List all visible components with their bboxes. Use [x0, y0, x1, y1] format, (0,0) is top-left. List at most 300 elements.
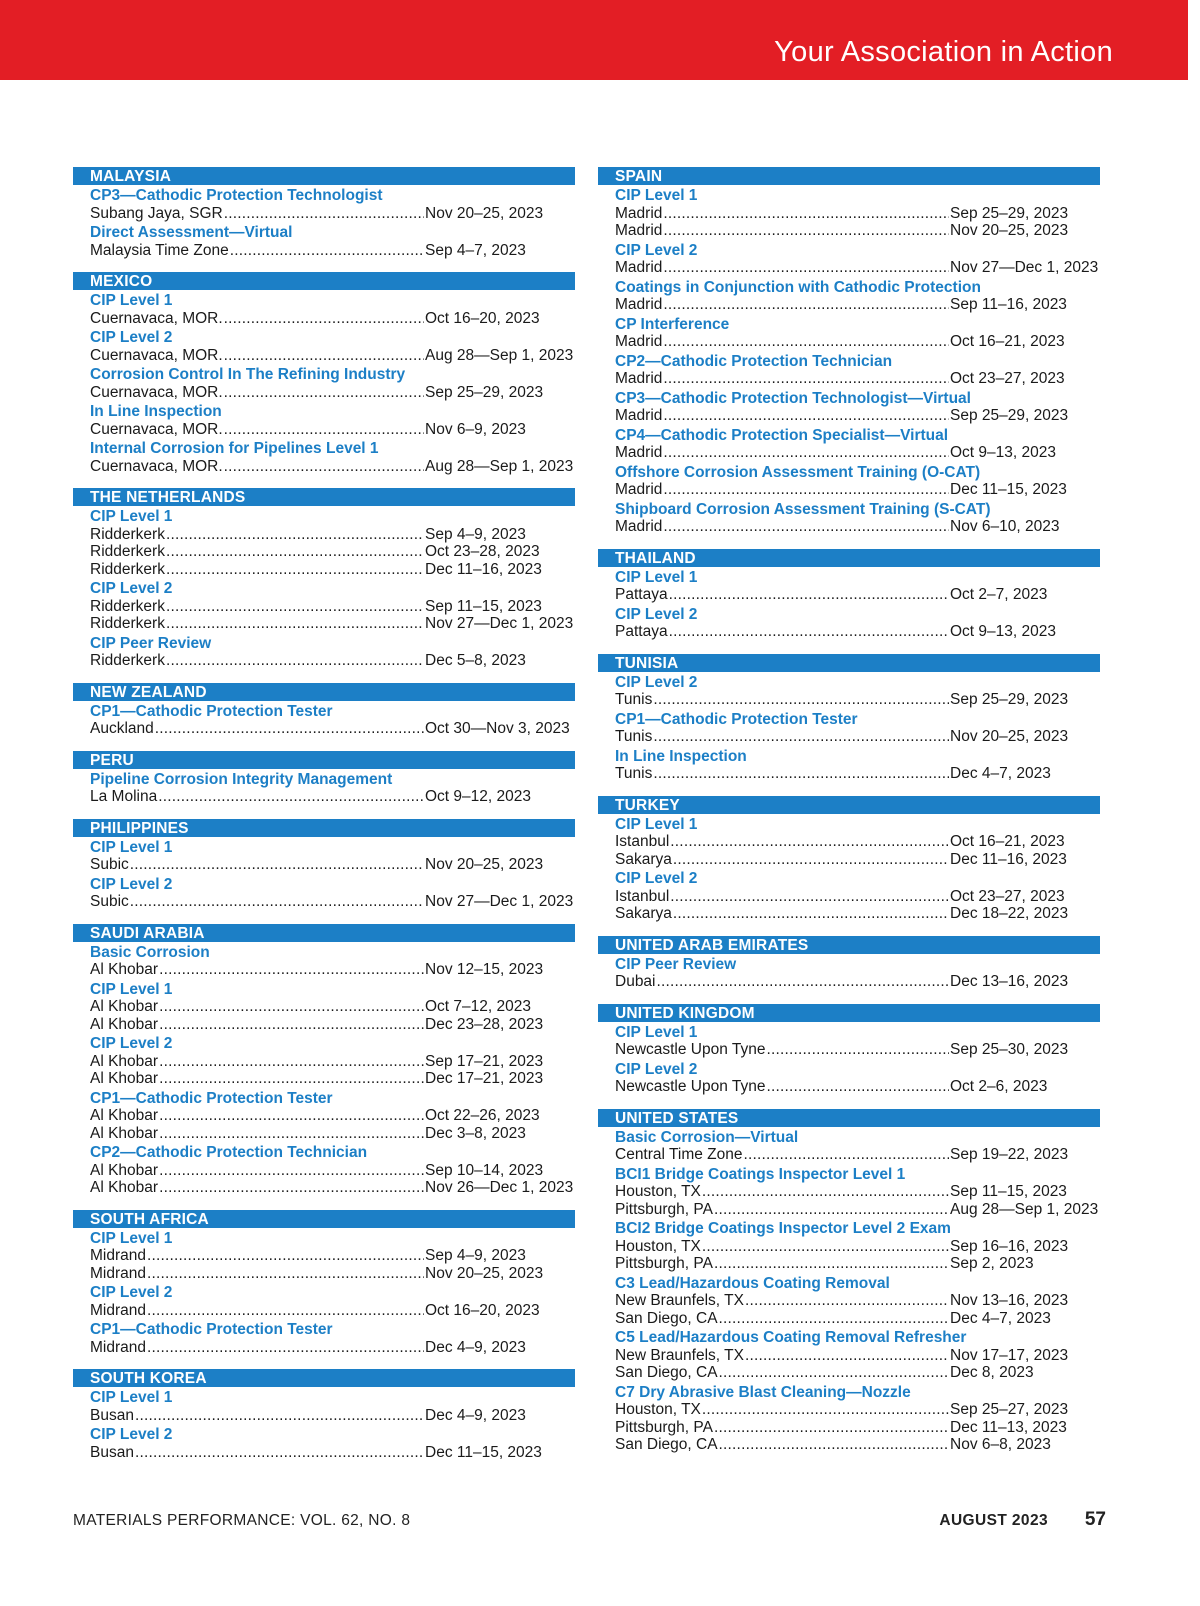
session-location: Cuernavaca, MOR. — [90, 309, 223, 327]
session-date: Dec 8, 2023 — [950, 1364, 1034, 1381]
session-row — [598, 518, 1100, 536]
course-title: CIP Level 1 — [90, 1229, 173, 1247]
session-row — [598, 691, 1100, 709]
session-location: Busan — [90, 1443, 134, 1461]
session-row — [73, 310, 575, 328]
session-date: Oct 16–21, 2023 — [950, 333, 1065, 350]
session-location: Al Khobar — [90, 1015, 159, 1033]
dot-leader — [159, 1179, 424, 1197]
session-row — [598, 407, 1100, 425]
session-row — [73, 720, 575, 738]
session-row — [598, 586, 1100, 604]
session-row — [73, 893, 575, 911]
session-date: Dec 11–16, 2023 — [425, 560, 542, 578]
session-date: Dec 4–9, 2023 — [425, 1406, 526, 1424]
country-heading: PERU — [73, 751, 575, 769]
session-location: Ridderkerk — [90, 615, 165, 632]
course-title: CIP Level 1 — [615, 187, 698, 204]
dot-leader — [159, 998, 424, 1016]
session-row — [73, 788, 575, 806]
country-section — [73, 819, 575, 911]
session-date: Nov 20–25, 2023 — [425, 204, 544, 222]
session-location: Pattaya — [615, 586, 668, 603]
course-title: BCI2 Bridge Coatings Inspector Level 2 Exam — [615, 1220, 951, 1237]
session-location: Al Khobar — [90, 998, 159, 1015]
session-date: Nov 20–25, 2023 — [425, 856, 544, 873]
session-location: Sakarya — [615, 850, 672, 868]
session-location: Ridderkerk — [90, 597, 165, 615]
session-date: Oct 23–28, 2023 — [425, 543, 540, 560]
session-location: Newcastle Upon Tyne — [615, 1041, 766, 1058]
session-location: Istanbul — [615, 833, 670, 850]
session-row — [598, 1183, 1100, 1201]
session-date: Dec 11–15, 2023 — [425, 1443, 542, 1461]
session-location: Newcastle Upon Tyne — [615, 1078, 766, 1095]
session-row — [73, 458, 575, 476]
session-date: Dec 11–16, 2023 — [950, 850, 1067, 868]
session-date: Oct 23–27, 2023 — [950, 887, 1065, 905]
dot-leader — [767, 1041, 950, 1059]
country-section — [598, 654, 1100, 783]
dot-leader — [166, 561, 424, 579]
session-location: San Diego, CA — [615, 1309, 718, 1327]
dot-leader — [663, 444, 949, 462]
session-location: Subic — [90, 856, 129, 873]
session-row — [598, 1201, 1100, 1219]
session-row — [598, 1292, 1100, 1310]
dot-leader — [159, 1070, 424, 1088]
dot-leader — [663, 222, 949, 240]
dot-leader — [230, 242, 424, 260]
dot-leader — [663, 296, 949, 314]
session-date: Aug 28—Sep 1, 2023 — [425, 346, 574, 364]
country-heading: UNITED KINGDOM — [598, 1004, 1100, 1022]
session-date: Sep 25–29, 2023 — [950, 407, 1069, 424]
dot-leader — [719, 1436, 949, 1454]
session-location: Subang Jaya, SGR — [90, 204, 223, 222]
course-title: CP2—Cathodic Protection Technician — [615, 352, 893, 370]
session-location: Midrand — [90, 1338, 146, 1356]
session-location: Madrid — [615, 296, 663, 313]
course-title: CIP Level 2 — [615, 1060, 698, 1078]
country-heading: TUNISIA — [598, 654, 1100, 672]
dot-leader — [224, 458, 424, 476]
course-title: In Line Inspection — [615, 747, 747, 765]
session-row — [598, 728, 1100, 746]
session-date: Nov 20–25, 2023 — [950, 728, 1069, 745]
session-row — [598, 1041, 1100, 1059]
session-date: Dec 4–7, 2023 — [950, 765, 1051, 782]
course-title: CP3—Cathodic Protection Technologist—Virtual — [615, 389, 971, 407]
session-date: Sep 25–27, 2023 — [950, 1401, 1069, 1418]
session-row — [598, 259, 1100, 277]
country-section — [73, 488, 575, 670]
session-location: Ridderkerk — [90, 652, 165, 669]
course-title: CP Interference — [615, 315, 730, 333]
session-row — [73, 998, 575, 1016]
dot-leader — [653, 765, 949, 783]
session-location: Houston, TX — [615, 1237, 701, 1255]
session-row — [73, 615, 575, 633]
course-title: Shipboard Corrosion Assessment Training (S-CAT) — [615, 500, 991, 518]
dot-leader — [166, 598, 424, 616]
issue-month: AUGUST 2023 — [939, 1512, 1048, 1529]
dot-leader — [663, 481, 949, 499]
dot-leader — [767, 1078, 950, 1096]
course-title: CIP Level 2 — [90, 875, 173, 893]
country-heading: SPAIN — [598, 167, 1100, 185]
session-location: La Molina — [90, 788, 158, 805]
session-date: Nov 6–10, 2023 — [950, 518, 1060, 535]
session-date: Nov 20–25, 2023 — [950, 222, 1069, 239]
session-date: Aug 28—Sep 1, 2023 — [950, 1200, 1099, 1218]
country-section — [598, 796, 1100, 923]
session-row — [73, 1179, 575, 1197]
dot-leader — [719, 1364, 949, 1382]
dot-leader — [663, 205, 949, 223]
session-location: Tunis — [615, 728, 653, 745]
session-location: Sakarya — [615, 905, 672, 922]
course-title: CIP Peer Review — [615, 955, 737, 973]
course-title: CIP Level 1 — [615, 1023, 698, 1041]
session-row — [73, 347, 575, 365]
dot-leader — [714, 1201, 949, 1219]
session-location: Al Khobar — [90, 1070, 159, 1087]
session-date: Sep 4–7, 2023 — [425, 241, 526, 259]
session-row — [73, 1107, 575, 1125]
session-row — [73, 384, 575, 402]
session-location: Subic — [90, 893, 129, 910]
dot-leader — [147, 1339, 424, 1357]
session-date: Sep 11–15, 2023 — [425, 597, 542, 615]
course-title: Direct Assessment—Virtual — [90, 224, 293, 241]
session-date: Oct 2–6, 2023 — [950, 1078, 1048, 1095]
course-title: CP4—Cathodic Protection Specialist—Virtual — [615, 426, 949, 444]
session-date: Sep 25–29, 2023 — [950, 204, 1069, 222]
session-row — [598, 205, 1100, 223]
country-heading: PHILIPPINES — [73, 819, 575, 837]
session-date: Dec 5–8, 2023 — [425, 652, 526, 669]
session-date: Sep 17–21, 2023 — [425, 1052, 544, 1070]
session-row — [598, 1419, 1100, 1437]
session-date: Dec 23–28, 2023 — [425, 1015, 544, 1033]
session-location: Madrid — [615, 259, 663, 276]
dot-leader — [702, 1183, 949, 1201]
country-section — [73, 683, 575, 738]
dot-leader — [669, 586, 949, 604]
course-title: CIP Peer Review — [90, 634, 212, 652]
session-row — [598, 444, 1100, 462]
session-location: Madrid — [615, 444, 663, 461]
country-section — [598, 167, 1100, 536]
session-row — [73, 1125, 575, 1143]
country-heading: THAILAND — [598, 549, 1100, 567]
course-title: CIP Level 1 — [90, 838, 173, 856]
session-date: Dec 11–15, 2023 — [950, 481, 1067, 498]
publication-info: MATERIALS PERFORMANCE: VOL. 62, NO. 8 — [73, 1512, 411, 1529]
session-date: Nov 27—Dec 1, 2023 — [950, 259, 1099, 276]
session-location: Auckland — [90, 720, 154, 737]
session-date: Oct 9–13, 2023 — [950, 623, 1056, 640]
session-location: Madrid — [615, 407, 663, 424]
session-row — [73, 652, 575, 670]
dot-leader — [159, 1053, 424, 1071]
session-location: San Diego, CA — [615, 1436, 718, 1453]
course-title: CIP Level 1 — [90, 508, 173, 525]
session-row — [73, 421, 575, 439]
dot-leader — [166, 526, 424, 544]
session-location: Cuernavaca, MOR. — [90, 420, 223, 438]
country-heading: MEXICO — [73, 272, 575, 290]
session-location: Al Khobar — [90, 1107, 159, 1124]
country-section — [73, 751, 575, 806]
session-date: Sep 10–14, 2023 — [425, 1161, 544, 1179]
session-location: Midrand — [90, 1301, 146, 1319]
right-column — [598, 167, 1100, 1467]
dot-leader — [166, 652, 424, 670]
dot-leader — [224, 205, 424, 223]
course-title: CIP Level 1 — [615, 815, 698, 833]
course-title: C3 Lead/Hazardous Coating Removal — [615, 1274, 890, 1292]
session-date: Sep 19–22, 2023 — [950, 1146, 1069, 1163]
dot-leader — [159, 1125, 424, 1143]
dot-leader — [744, 1146, 950, 1164]
dot-leader — [224, 310, 424, 328]
session-location: Al Khobar — [90, 1179, 159, 1196]
session-row — [73, 561, 575, 579]
dot-leader — [657, 973, 950, 991]
session-row — [598, 222, 1100, 240]
country-section — [73, 1210, 575, 1357]
session-date: Nov 27—Dec 1, 2023 — [425, 893, 574, 910]
session-date: Oct 16–20, 2023 — [425, 1301, 540, 1319]
country-heading: NEW ZEALAND — [73, 683, 575, 701]
session-date: Dec 3–8, 2023 — [425, 1124, 526, 1142]
dot-leader — [714, 1255, 949, 1273]
session-row — [73, 526, 575, 544]
session-location: Madrid — [615, 204, 663, 222]
course-title: CIP Level 1 — [90, 1389, 173, 1406]
course-title: CIP Level 1 — [90, 292, 173, 309]
country-section — [598, 1109, 1100, 1454]
session-date: Dec 4–7, 2023 — [950, 1309, 1051, 1327]
session-row — [73, 543, 575, 561]
session-date: Dec 13–16, 2023 — [950, 973, 1069, 990]
session-row — [73, 1265, 575, 1283]
course-title: CIP Level 2 — [615, 870, 698, 887]
session-date: Sep 25–29, 2023 — [425, 383, 544, 401]
country-heading: THE NETHERLANDS — [73, 488, 575, 506]
session-date: Oct 16–21, 2023 — [950, 833, 1065, 850]
course-title: CIP Level 2 — [90, 1284, 173, 1301]
session-date: Dec 4–9, 2023 — [425, 1338, 526, 1356]
session-location: Madrid — [615, 518, 663, 535]
session-row — [598, 1436, 1100, 1454]
course-title: CIP Level 2 — [615, 241, 698, 259]
session-location: Al Khobar — [90, 1124, 159, 1142]
dot-leader — [147, 1302, 424, 1320]
course-title: CIP Level 2 — [615, 605, 698, 623]
session-location: Cuernavaca, MOR. — [90, 383, 223, 401]
session-row — [598, 481, 1100, 499]
session-row — [598, 833, 1100, 851]
session-row — [598, 765, 1100, 783]
session-location: Midrand — [90, 1264, 146, 1282]
session-row — [598, 1255, 1100, 1273]
session-location: Al Khobar — [90, 1052, 159, 1070]
dot-leader — [673, 905, 949, 923]
dot-leader — [130, 893, 424, 911]
session-row — [73, 1070, 575, 1088]
session-location: Istanbul — [615, 887, 670, 905]
session-location: Busan — [90, 1406, 134, 1424]
dot-leader — [669, 623, 949, 641]
country-section — [73, 272, 575, 475]
country-section — [598, 1004, 1100, 1096]
session-location: Tunis — [615, 765, 653, 782]
dot-leader — [159, 1016, 424, 1034]
course-title: Coatings in Conjunction with Cathodic Protection — [615, 278, 981, 296]
session-row — [73, 205, 575, 223]
dot-leader — [673, 851, 949, 869]
dot-leader — [702, 1401, 949, 1419]
session-row — [598, 973, 1100, 991]
course-title: Corrosion Control In The Refining Industry — [90, 366, 406, 383]
dot-leader — [714, 1419, 949, 1437]
session-date: Nov 6–9, 2023 — [425, 420, 526, 438]
course-title: CIP Level 2 — [90, 329, 173, 346]
session-location: Al Khobar — [90, 1161, 159, 1179]
country-section — [598, 936, 1100, 991]
course-title: Basic Corrosion—Virtual — [615, 1128, 799, 1146]
session-date: Oct 23–27, 2023 — [950, 370, 1065, 387]
session-row — [598, 1078, 1100, 1096]
session-row — [598, 905, 1100, 923]
session-date: Oct 2–7, 2023 — [950, 586, 1048, 603]
session-location: Ridderkerk — [90, 525, 165, 543]
dot-leader — [745, 1347, 949, 1365]
session-location: Ridderkerk — [90, 560, 165, 578]
course-title: CP2—Cathodic Protection Technician — [90, 1144, 368, 1161]
dot-leader — [159, 1107, 424, 1125]
session-location: Al Khobar — [90, 961, 159, 978]
course-title: CIP Level 2 — [615, 673, 698, 691]
dot-leader — [719, 1310, 949, 1328]
country-heading: UNITED STATES — [598, 1109, 1100, 1127]
session-date: Sep 25–29, 2023 — [950, 691, 1069, 708]
session-date: Oct 9–12, 2023 — [425, 788, 531, 805]
dot-leader — [670, 833, 949, 851]
session-date: Dec 17–21, 2023 — [425, 1070, 544, 1087]
session-location: Tunis — [615, 691, 653, 708]
session-row — [73, 1302, 575, 1320]
country-heading: TURKEY — [598, 796, 1100, 814]
session-location: Houston, TX — [615, 1401, 701, 1418]
country-heading: SOUTH AFRICA — [73, 1210, 575, 1228]
dot-leader — [653, 728, 949, 746]
session-date: Nov 13–16, 2023 — [950, 1292, 1069, 1309]
session-date: Dec 11–13, 2023 — [950, 1418, 1067, 1436]
session-row — [598, 1238, 1100, 1256]
course-title: BCI1 Bridge Coatings Inspector Level 1 — [615, 1165, 906, 1183]
country-heading: SAUDI ARABIA — [73, 924, 575, 942]
country-heading: MALAYSIA — [73, 167, 575, 185]
dot-leader — [663, 259, 949, 277]
dot-leader — [224, 384, 424, 402]
session-location: Pittsburgh, PA — [615, 1418, 713, 1436]
session-row — [598, 1146, 1100, 1164]
dot-leader — [670, 888, 949, 906]
session-date: Sep 16–16, 2023 — [950, 1237, 1069, 1255]
session-row — [73, 1016, 575, 1034]
session-date: Sep 4–9, 2023 — [425, 525, 526, 543]
session-date: Nov 26—Dec 1, 2023 — [425, 1179, 574, 1196]
course-title: Pipeline Corrosion Integrity Management — [90, 770, 393, 788]
session-row — [598, 1310, 1100, 1328]
session-row — [73, 242, 575, 260]
session-location: Cuernavaca, MOR. — [90, 457, 223, 475]
course-title: CIP Level 2 — [90, 580, 173, 597]
page-footer — [73, 1509, 1106, 1533]
session-row — [598, 296, 1100, 314]
session-date: Oct 16–20, 2023 — [425, 309, 540, 327]
session-row — [73, 856, 575, 874]
session-row — [73, 1339, 575, 1357]
dot-leader — [155, 720, 424, 738]
course-title: Basic Corrosion — [90, 943, 210, 961]
course-title: CIP Level 1 — [90, 980, 173, 998]
session-row — [73, 1444, 575, 1462]
session-location: Madrid — [615, 370, 663, 387]
session-location: Madrid — [615, 333, 663, 350]
session-date: Oct 30—Nov 3, 2023 — [425, 720, 570, 737]
session-date: Nov 20–25, 2023 — [425, 1264, 544, 1282]
dot-leader — [147, 1265, 424, 1283]
header-title: Your Association in Action — [774, 36, 1113, 68]
header-banner — [0, 0, 1188, 80]
page-number: 57 — [1084, 1509, 1106, 1530]
session-location: Dubai — [615, 973, 656, 990]
session-date: Oct 9–13, 2023 — [950, 444, 1056, 461]
session-row — [73, 961, 575, 979]
country-heading: SOUTH KOREA — [73, 1369, 575, 1387]
session-row — [73, 1407, 575, 1425]
session-row — [73, 598, 575, 616]
country-section — [73, 167, 575, 259]
session-row — [73, 1247, 575, 1265]
session-location: Madrid — [615, 222, 663, 239]
session-date: Sep 25–30, 2023 — [950, 1041, 1069, 1058]
session-row — [598, 623, 1100, 641]
header-edge — [1188, 0, 1200, 80]
country-section — [73, 924, 575, 1197]
dot-leader — [663, 333, 949, 351]
session-date: Nov 17–17, 2023 — [950, 1346, 1069, 1364]
course-title: CIP Level 1 — [615, 568, 698, 586]
session-date: Oct 7–12, 2023 — [425, 998, 531, 1015]
dot-leader — [147, 1247, 424, 1265]
course-title: In Line Inspection — [90, 403, 222, 420]
course-title: CIP Level 2 — [90, 1426, 173, 1443]
session-date: Sep 11–16, 2023 — [950, 296, 1067, 313]
session-row — [598, 851, 1100, 869]
course-title: Offshore Corrosion Assessment Training (O-CAT) — [615, 463, 981, 481]
session-location: Cuernavaca, MOR. — [90, 346, 223, 364]
session-date: Dec 18–22, 2023 — [950, 905, 1069, 922]
session-date: Nov 12–15, 2023 — [425, 961, 544, 978]
dot-leader — [159, 961, 424, 979]
course-title: CP1—Cathodic Protection Tester — [90, 702, 333, 720]
